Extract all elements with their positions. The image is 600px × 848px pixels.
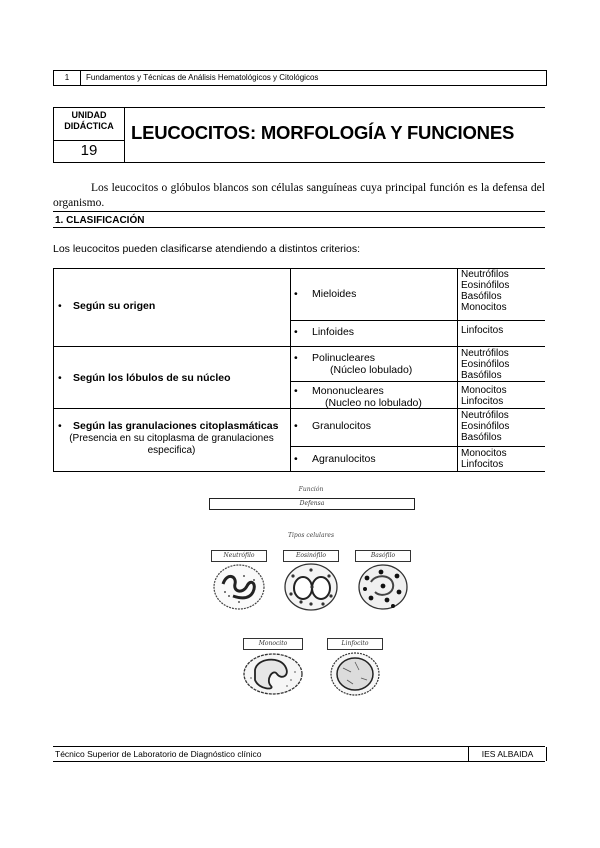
footer-school: IES ALBAIDA	[468, 747, 547, 761]
type-linfoides: Linfoides	[312, 326, 355, 338]
cell-label: Eosinófilo	[283, 550, 339, 562]
intro-paragraph: Los leucocitos o glóbulos blancos son células sanguíneas cuya principal función es la defensa del organismo.	[53, 182, 545, 209]
cell-item: Monocitos	[461, 385, 507, 396]
criterion-granulaciones: Según las granulaciones citoplasmáticas	[73, 420, 279, 432]
cell-item: Monocitos	[461, 448, 507, 459]
bullet: •	[294, 352, 298, 364]
basophil-icon	[353, 562, 413, 612]
note-mononucleares: (Nucleo no lobulado)	[325, 397, 422, 409]
cell-item: Eosinófilos	[461, 280, 510, 291]
table-group-line	[53, 346, 545, 347]
cell-item: Linfocitos	[461, 459, 504, 470]
types-label: Tipos celulares	[287, 532, 335, 539]
type-agranulocitos: Agranulocitos	[312, 453, 376, 465]
cell-item: Linfocitos	[461, 396, 504, 407]
cell-item: Neutrófilos	[461, 410, 509, 421]
bullet: •	[58, 420, 62, 432]
unit-label-line1: UNIDAD	[71, 110, 107, 120]
cell-item: Eosinófilos	[461, 359, 510, 370]
lymphocyte-drawing	[325, 638, 385, 700]
cell-item: Basófilos	[461, 370, 502, 381]
criterion-granulaciones-note: (Presencia en su citoplasma de granulaciones especifica)	[69, 433, 274, 456]
classification-table	[53, 268, 545, 472]
criterion-lobulos: Según los lóbulos de su núcleo	[73, 372, 231, 384]
criterion-origin: Según su origen	[73, 300, 156, 312]
cells-mieloides	[461, 269, 509, 313]
bullet: •	[294, 288, 298, 300]
page-title: LEUCOCITOS: MORFOLOGÍA Y FUNCIONES	[131, 122, 515, 143]
cell-item: Neutrófilos	[461, 348, 509, 359]
type-mieloides: Mieloides	[312, 288, 357, 300]
cell-item: Basófilos	[461, 291, 502, 302]
unit-label-divider	[54, 140, 124, 141]
page-footer	[53, 746, 545, 762]
table-row-line	[290, 446, 545, 447]
type-granulocitos: Granulocitos	[312, 420, 371, 432]
table-row-line	[290, 320, 545, 321]
table-divider-1	[290, 269, 291, 471]
monocyte-drawing	[241, 638, 305, 700]
note-polinucleares: (Núcleo lobulado)	[330, 364, 413, 376]
type-mononucleares: Mononucleares	[312, 385, 384, 397]
section-paragraph: Los leucocitos pueden clasificarse atendiendo a distintos criterios:	[53, 243, 361, 255]
bullet: •	[58, 372, 62, 384]
cell-label: Linfocito	[327, 638, 383, 650]
cells-linfoides	[461, 325, 503, 336]
cells-agranulocitos	[461, 448, 507, 470]
cell-label: Neutrófilo	[211, 550, 267, 562]
section-heading: 1. CLASIFICACIÓN	[53, 211, 545, 228]
eosinophil-icon	[281, 562, 341, 612]
function-box: Defensa	[209, 498, 415, 510]
bullet: •	[294, 420, 298, 432]
bullet: •	[58, 300, 62, 312]
neutrophil-icon	[209, 562, 269, 612]
unit-number: 19	[80, 142, 98, 159]
neutrophil-drawing	[209, 550, 269, 612]
cell-item: Eosinófilos	[461, 421, 510, 432]
cell-item: Neutrófilos	[461, 269, 509, 280]
page-number: 1	[54, 71, 81, 85]
cells-polinucleares	[461, 348, 509, 381]
unit-box	[53, 107, 545, 163]
cell-label: Basófilo	[355, 550, 411, 562]
cell-label: Monocito	[243, 638, 303, 650]
bullet: •	[294, 385, 298, 397]
lymphocyte-icon	[325, 650, 385, 698]
bullet: •	[294, 453, 298, 465]
table-group-line	[53, 408, 545, 409]
type-polinucleares: Polinucleares	[312, 352, 376, 364]
unit-label-box	[53, 108, 125, 162]
table-row-line	[290, 381, 545, 382]
cell-item: Basófilos	[461, 432, 502, 443]
book-title: Fundamentos y Técnicas de Análisis Hematológicos y Citológicos	[86, 73, 319, 82]
footer-course: Técnico Superior de Laboratorio de Diagnóstico clínico	[55, 749, 262, 759]
table-divider-2	[457, 269, 458, 471]
cell-item: Linfocitos	[461, 325, 504, 336]
cell-item: Monocitos	[461, 302, 507, 313]
function-label: Función	[298, 486, 324, 493]
basophil-drawing	[353, 550, 413, 612]
cells-granulocitos	[461, 410, 509, 443]
leukocyte-figure	[205, 486, 417, 682]
monocyte-icon	[241, 650, 305, 698]
bullet: •	[294, 326, 298, 338]
page-header	[53, 70, 547, 86]
unit-label-line2: DIDÁCTICA	[64, 121, 114, 131]
cells-mononucleares	[461, 385, 507, 407]
eosinophil-drawing	[281, 550, 341, 612]
